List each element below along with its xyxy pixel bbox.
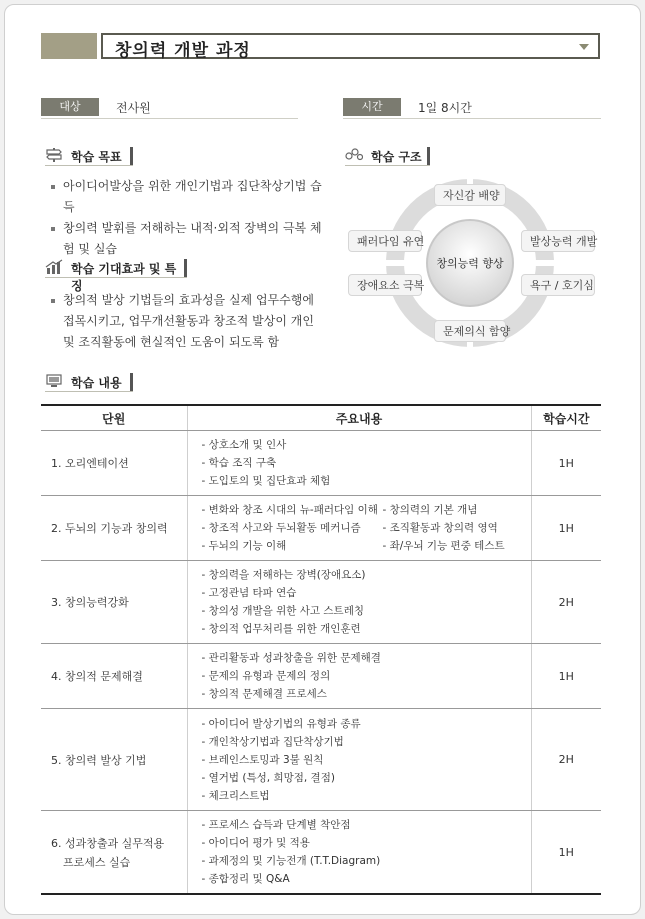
content-item: - 문제의 유형과 문제의 정의 <box>201 670 331 682</box>
monitor-icon <box>45 373 63 389</box>
hours-cell: 2H <box>531 561 601 644</box>
unit-line: 6. 성과창출과 실무적용 <box>51 836 165 850</box>
heading-end-mark <box>184 259 187 277</box>
content-item: - 아이디어 평가 및 적용 <box>201 837 310 849</box>
effects-heading <box>45 259 187 293</box>
goals-list <box>50 176 330 260</box>
content-heading <box>45 373 133 392</box>
structure-diagram <box>345 176 598 351</box>
content-item: - 상호소개 및 인사 <box>201 439 287 451</box>
structure-heading <box>345 147 430 166</box>
structure-heading-label: 학습 구조 <box>371 150 422 164</box>
content-item: - 고정관념 타파 연습 <box>201 587 297 599</box>
course-title-bar[interactable] <box>41 33 600 59</box>
chevron-down-icon[interactable] <box>579 44 589 50</box>
content-item: - 종합정리 및 Q&A <box>201 873 290 885</box>
content-cell <box>187 709 531 811</box>
column-header: 학습시간 <box>531 405 601 431</box>
content-item: - 창의력을 저해하는 장벽(장애요소) <box>201 569 366 581</box>
unit-cell: 4. 창의적 문제해결 <box>41 644 187 709</box>
unit-cell: 1. 오리엔테이션 <box>41 431 187 496</box>
table-row <box>41 561 601 644</box>
target-value: 전사원 <box>116 101 151 115</box>
title-box[interactable] <box>101 33 600 59</box>
hours-cell: 1H <box>531 811 601 895</box>
content-item: - 열거법 (특성, 희망점, 결점) <box>201 771 335 784</box>
goals-heading-label: 학습 목표 <box>71 150 122 164</box>
table-row <box>41 644 601 709</box>
column-header: 주요내용 <box>187 405 531 431</box>
structure-node-lower-right: 욕구 / 호기심 <box>521 274 595 296</box>
content-item: - 창의성 개발을 위한 사고 스트레칭 <box>201 605 364 617</box>
effects-heading-label: 학습 기대효과 및 특징 <box>71 262 177 293</box>
column-header: 단원 <box>41 405 187 431</box>
time-value: 1일 8시간 <box>418 101 472 115</box>
hours-cell: 1H <box>531 431 601 496</box>
heading-end-mark <box>427 147 430 165</box>
content-item: - 개인착상기법과 집단착상기법 <box>201 735 344 748</box>
content-item: - 변화와 창조 시대의 뉴-패러다임 이해 <box>201 504 378 516</box>
list-item: 창의력 발휘를 저해하는 내적·외적 장벽의 극복 체험 및 실습 <box>50 218 330 260</box>
structure-node-top: 자신감 배양 <box>434 184 506 206</box>
unit-cell: 2. 두뇌의 기능과 창의력 <box>41 496 187 561</box>
heading-end-mark <box>130 373 133 391</box>
content-cell <box>187 496 531 561</box>
content-cell <box>187 644 531 709</box>
structure-center-label: 창의능력 향상 <box>436 257 504 270</box>
table-row <box>41 811 601 895</box>
time-label: 시간 <box>343 98 401 116</box>
content-item: - 아이디어 발상기법의 유형과 종류 <box>201 717 361 730</box>
table-row <box>41 431 601 496</box>
content-item: - 두뇌의 기능 이해 <box>201 540 287 552</box>
heading-end-mark <box>130 147 133 165</box>
structure-node-lower-left: 장애요소 극복 <box>348 274 422 296</box>
table-header-row <box>41 405 601 431</box>
content-cell <box>187 431 531 496</box>
content-item: - 조직활동과 창의력 영역 <box>382 522 498 534</box>
content-item: - 체크리스트법 <box>201 789 270 802</box>
content-item: - 관리활동과 성과창출을 위한 문제해결 <box>201 652 381 664</box>
goals-heading <box>45 147 133 166</box>
content-item: - 창의적 문제해결 프로세스 <box>201 688 327 700</box>
unit-cell <box>41 811 187 895</box>
structure-node-upper-left: 패러다임 유연 <box>348 230 422 252</box>
content-item: - 도입토의 및 집단효과 체험 <box>201 475 331 487</box>
content-item: - 창조적 사고와 두뇌활동 메커니즘 <box>201 522 361 534</box>
content-item: - 프로세스 습득과 단계별 착안점 <box>201 819 351 831</box>
list-item: 아이디어발상을 위한 개인기법과 집단착상기법 습득 <box>50 176 330 218</box>
signpost-icon <box>45 147 63 163</box>
effects-list <box>50 290 322 353</box>
content-item: - 학습 조직 구축 <box>201 457 277 469</box>
hours-cell: 1H <box>531 496 601 561</box>
title-accent-block <box>41 33 97 59</box>
table-row <box>41 709 601 811</box>
curriculum-table <box>41 404 601 895</box>
target-label: 대상 <box>41 98 99 116</box>
content-item: - 좌/우뇌 기능 편중 테스트 <box>382 540 505 552</box>
unit-cell: 5. 창의력 발상 기법 <box>41 709 187 811</box>
hours-cell: 1H <box>531 644 601 709</box>
content-item: - 브레인스토밍과 3불 원칙 <box>201 753 324 766</box>
unit-line: 프로세스 실습 <box>63 855 131 869</box>
bar-chart-icon <box>45 259 63 275</box>
structure-node-bottom: 문제의식 함양 <box>434 320 506 342</box>
content-item: - 창의력의 기본 개념 <box>382 504 478 516</box>
table-row <box>41 496 601 561</box>
content-cell <box>187 561 531 644</box>
content-item: - 창의적 업무처리를 위한 개인훈련 <box>201 623 361 635</box>
target-row <box>41 98 298 119</box>
course-title: 창의력 개발 과정 <box>115 41 251 61</box>
network-icon <box>345 147 363 163</box>
content-item: - 과제정의 및 기능전개 (T.T.Diagram) <box>201 855 381 867</box>
content-heading-label: 학습 내용 <box>71 376 122 390</box>
list-item: 창의적 발상 기법들의 효과성을 실제 업무수행에 접목시키고, 업무개선활동과 창조적 발상이 개인 및 조직활동에 현실적인 도움이 되도록 함 <box>50 290 322 353</box>
time-row <box>343 98 601 119</box>
unit-cell: 3. 창의능력강화 <box>41 561 187 644</box>
hours-cell: 2H <box>531 709 601 811</box>
structure-node-upper-right: 발상능력 개발 <box>521 230 595 252</box>
content-cell <box>187 811 531 895</box>
